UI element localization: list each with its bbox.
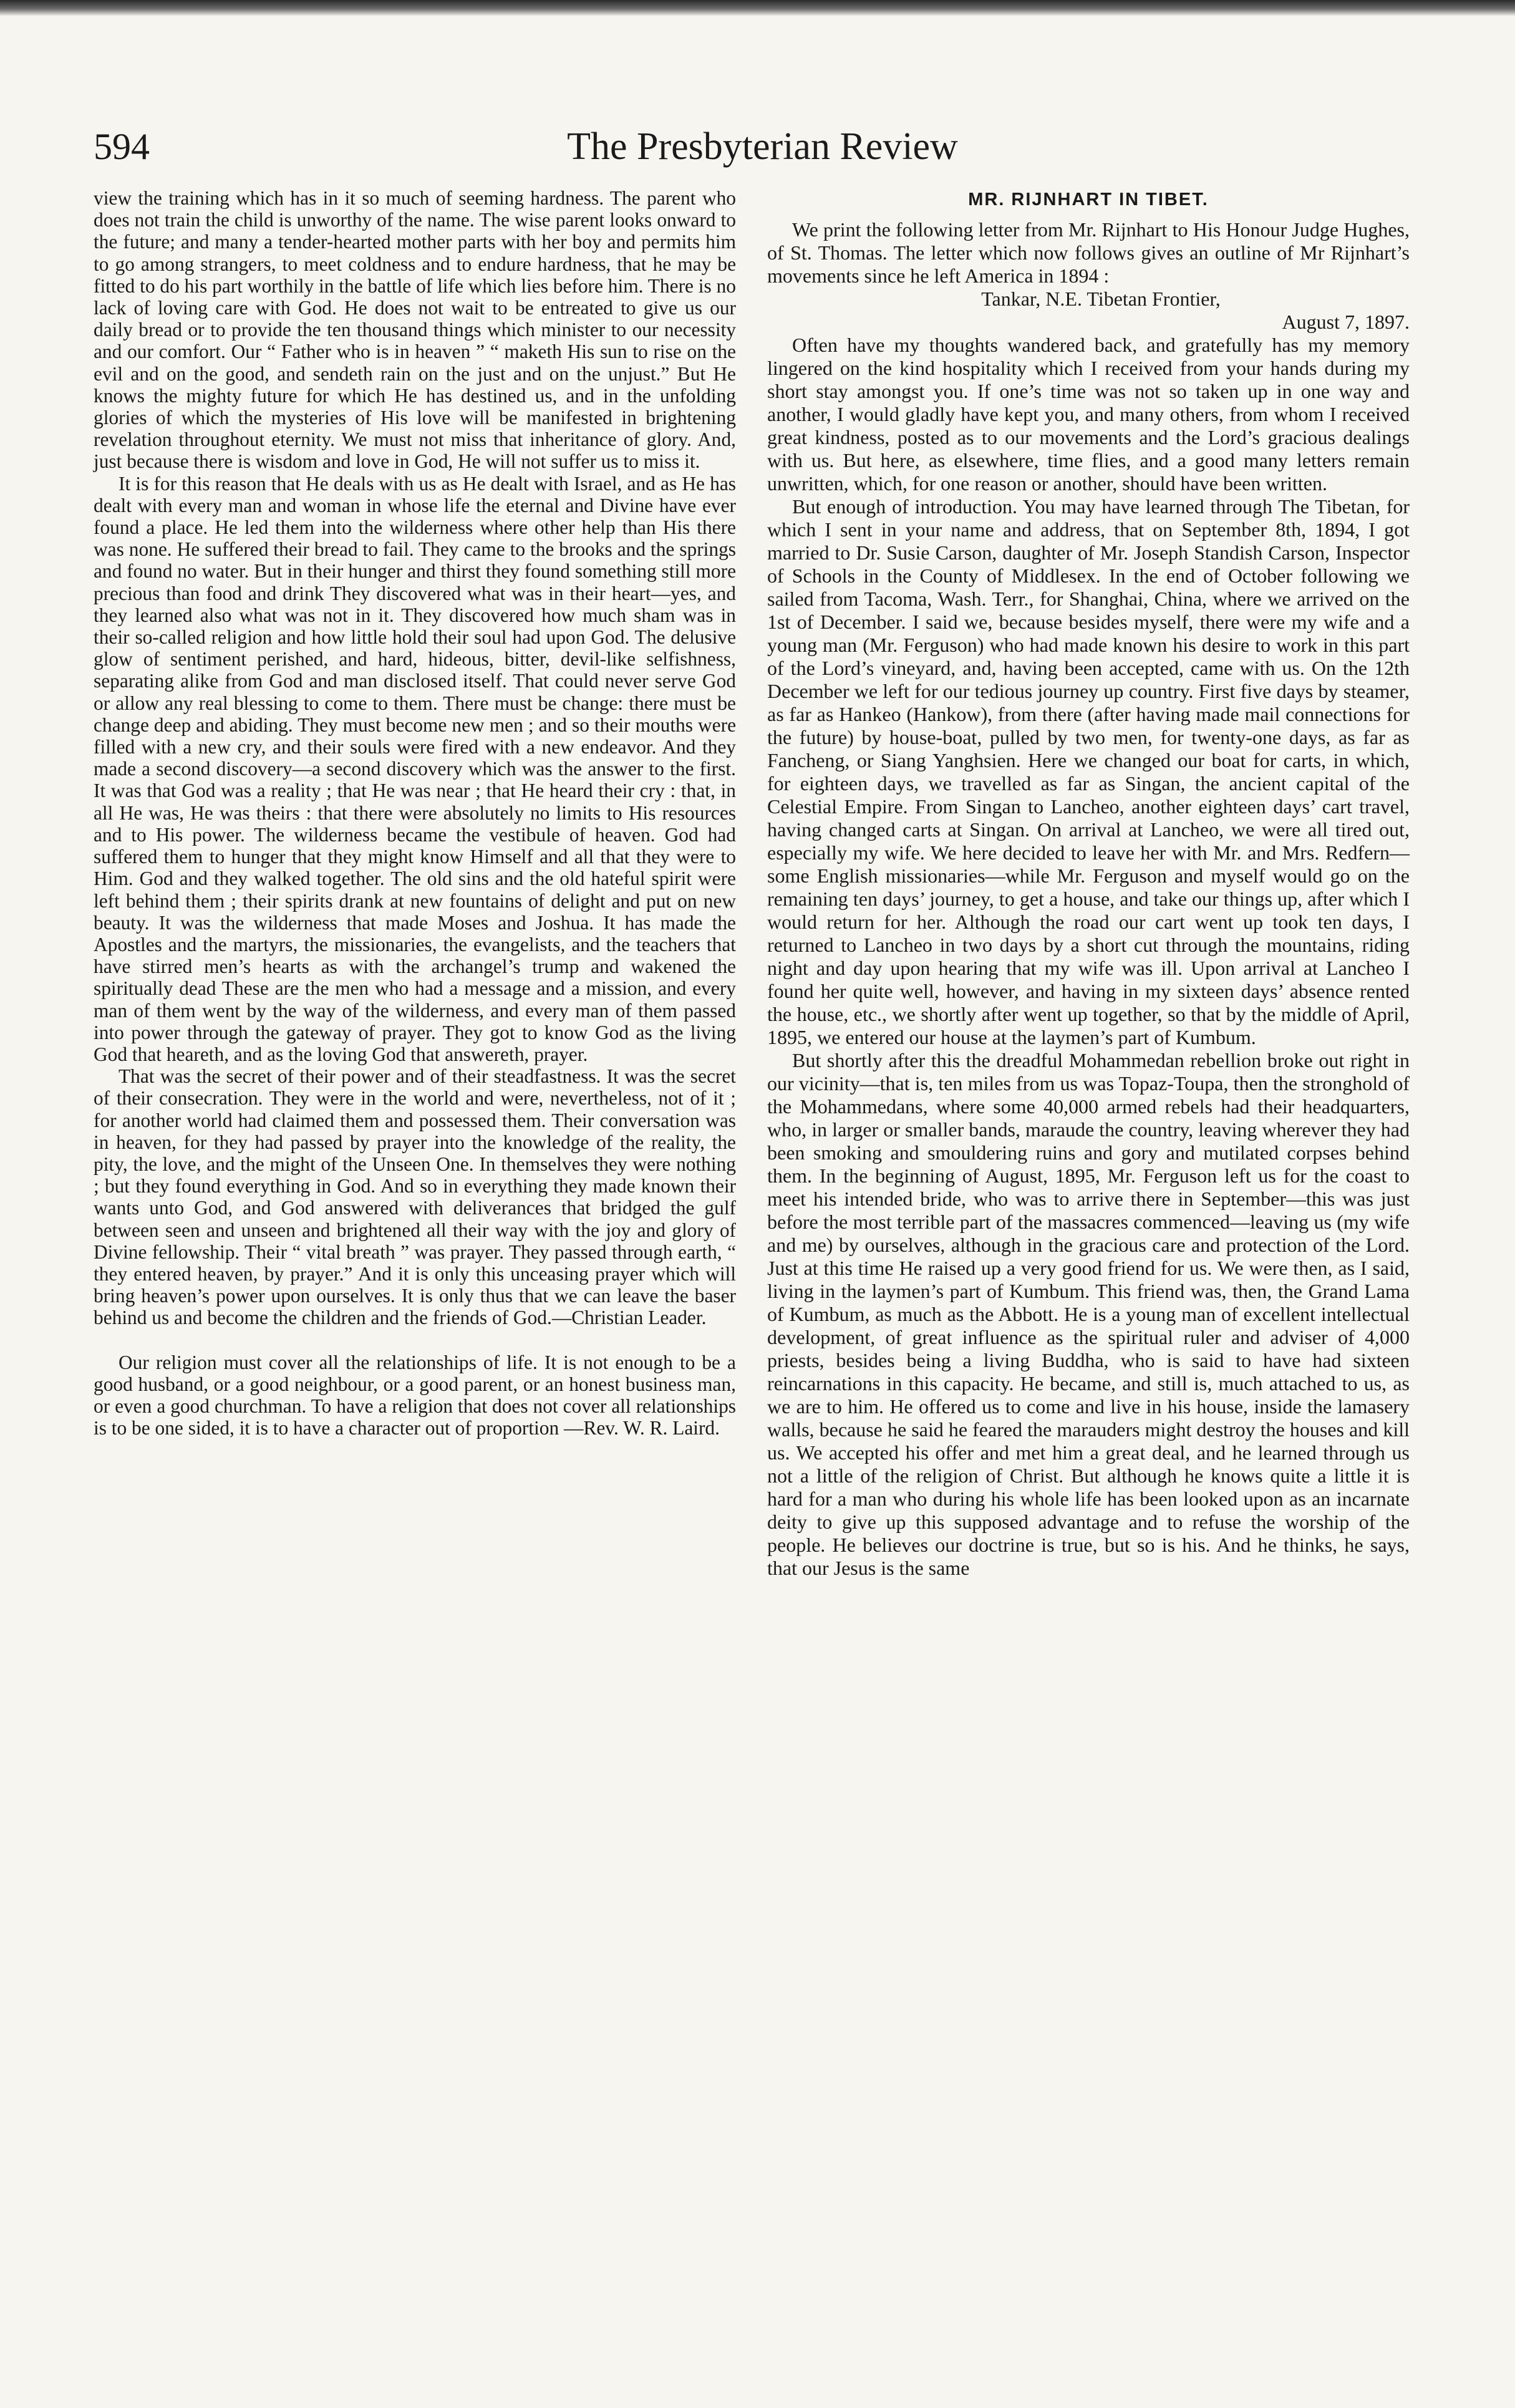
left-paragraph: That was the secret of their power and of their steadfastness. It was the secret of their consecration. They were in the world and were, nevertheless, not of it ; for another world had claimed them and possessed them. Their conversation was in heaven, for they had passed by prayer into the knowledge of the reality, the pity, the love, and the might of the Unseen One. In themselves they were nothing ; but they found everything in God. And so in everything they made known their wants unto God, and God answered with deliverances that bridged the gulf between seen and unseen and brightened all their way with the joy and glory of Divine fellowship. Their “ vital breath ” was prayer. They passed through earth, “ they entered heaven, by prayer.” And it is only this unceasing prayer which will bring heaven’s power upon ourselves. It is only thus that we can leave the baser behind us and become the children and the friends of God.—Christian Leader. (94, 1065, 736, 1329)
page-header (94, 125, 1431, 168)
left-paragraph: It is for this reason that He deals with us as He dealt with Israel, and as He has dealt with every man and woman in whose life the eternal and Divine have ever found a place. He led them into the wilderness where other help than His there was none. He suffered their bread to fail. They came to the brooks and the springs and found no water. But in their hunger and thirst they found something still more precious than food and drink They discovered what was in their heart—yes, and they learned also what was not in it. They discovered how much sham was in their so-called religion and how little hold their soul had upon God. The delusive glow of sentiment perished, and hard, hideous, bitter, devil-like selfishness, separating alike from God and man disclosed itself. That could never serve God or allow any real blessing to come to them. There must be change: there must be change deep and abiding. They must become new men ; and so their mouths were filled with a new cry, and their souls were fired with a new endeavor. And they made a second discovery—a second discovery which was the answer to the first. It was that God was a reality ; that He was near ; that He heard their cry : that, in all He was, He was theirs : that there were absolutely no limits to His resources and to His power. The wilderness became the vestibule of heaven. God had suffered them to hunger that they might know Himself and all that they were to Him. God and they walked together. The old sins and the old hateful spirit were left behind them ; their spirits drank at new fountains of delight and put on new beauty. It was the wilderness that made Moses and Joshua. It has made the Apostles and the martyrs, the missionaries, the evangelists, and the teachers that have stirred men’s hearts as with the archangel’s trump and wakened the spiritually dead These are the men who had a message and a mission, and every man of them went by the way of the wilderness, and every man of them passed into power through the gateway of prayer. They got to know God as the living God that heareth, and as the loving God that answereth, prayer. (94, 472, 736, 1065)
left-column (94, 187, 736, 1439)
page-number: 594 (94, 126, 150, 167)
right-column (767, 187, 1410, 1580)
letter-paragraph: Often have my thoughts wandered back, and gratefully has my memory lingered on the kind hospitality which I received from your hands during my short stay amongst you. If one’s time was not so taken up in one way and another, I would gladly have kept you, and many others, from whom I received great kindness, posted as to our movements and the Lord’s gracious dealings with us. But here, as elsewhere, time flies, and a good many letters remain unwritten, which, for one reason or another, should have been written. (767, 334, 1410, 495)
article-intro: We print the following letter from Mr. Rijnhart to His Honour Judge Hughes, of St. Thomas. The letter which now follows gives an outline of Mr Rijnhart’s movements since he left America in 1894 : (767, 218, 1410, 287)
left-paragraph: view the training which has in it so much of seeming hardness. The parent who does not train the child is unworthy of the name. The wise parent looks onward to the future; and many a tender-hearted mother parts with her boy and permits him to go among strangers, to meet coldness and to endure hardness, that he may be fitted to do his part worthily in the battle of life which lies before him. There is no lack of loving care with God. He does not wait to be entreated to give us our daily bread or to provide the ten thousand things which minister to our necessity and our comfort. Our “ Father who is in heaven ” “ maketh His sun to rise on the evil and on the good, and sendeth rain on the just and on the unjust.” But He knows the mighty future for which He has destined us, and in the unfolding glories of which the mysteries of His love will be manifested in brightening revelation throughout eternity. We must not miss that inheritance of glory. And, just because there is wisdom and love in God, He will not suffer us to miss it. (94, 187, 736, 473)
letter-address: Tankar, N.E. Tibetan Frontier, (981, 288, 1221, 310)
letter-paragraph: But enough of introduction. You may have learned through The Tibetan, for which I sent in your name and address, that on September 8th, 1894, I got married to Dr. Susie Carson, daughter of Mr. Joseph Standish Carson, Inspector of Schools in the County of Middlesex. In the end of October following we sailed from Tacoma, Wash. Terr., for Shanghai, China, where we arrived on the 1st of December. I said we, because besides myself, there were my wife and a young man (Mr. Ferguson) who had made known his desire to work in this part of the Lord’s vineyard, and, having been accepted, came with us. On the 12th December we left for our tedious journey up country. First five days by steamer, as far as Hankeo (Hankow), from there (after having made mail connections for the future) by house-boat, pulled by two men, for twenty-one days, as far as Fancheng, or Siang Yanghsien. Here we changed our boat for carts, in which, for eighteen days, we travelled as far as Singan, the ancient capital of the Celestial Empire. From Singan to Lancheo, another eighteen days’ cart travel, having changed carts at Singan. On arrival at Lancheo, we were all tired out, especially my wife. We here decided to leave her with Mr. and Mrs. Redfern—some English missionaries—while Mr. Ferguson and myself would go on the remaining ten days’ journey, to get a house, and take our things up, after which I would return for her. Although the road our cart went up took ten days, I returned to Lancheo in two days by a short cut through the mountains, riding night and day upon hearing that my wife was ill. Upon arrival at Lancheo I found her quite well, however, and having in my sixteen days’ absence rented the house, etc., we shortly after went up together, so that by the middle of April, 1895, we entered our house at the laymen’s part of Kumbum. (767, 495, 1410, 1048)
letter-paragraph: But shortly after this the dreadful Mohammedan rebellion broke out right in our vicinity—that is, ten miles from us was Topaz-Toupa, then the stronghold of the Mohammedans, where some 40,000 armed rebels had their headquarters, who, in larger or smaller bands, maraude the country, leaving wherever they had been smoking and smouldering ruins and gory and mutilated corpses behind them. In the beginning of August, 1895, Mr. Ferguson left us for the coast to meet his intended bride, who was to arrive there in September—this was just before the most terrible part of the massacres commenced—leaving us (my wife and me) by ourselves, although in the gracious care and protection of the Lord. Just at this time He raised up a very good friend for us. We were then, as I said, living in the laymen’s part of Kumbum. This friend was, then, the Grand Lama of Kumbum, as much as the Abbott. He is a young man of excellent intellectual development, of great influence as the spiritual ruler and adviser of 4,000 priests, besides being a living Buddha, who is said to have had sixteen reincarnations in this capacity. He became, and still is, much attached to us, as we are to him. He offered us to come and live in his house, inside the lamasery walls, because he said he feared the marauders might destroy the houses and kill us. We accepted his offer and met him a great deal, and he learned through us not a little of the religion of Christ. But although he knows quite a little it is hard for a man who during his whole life has been looked upon as an incarnate deity to give up this supposed advantage and to refuse the worship of the people. He believes our doctrine is true, but so is his. And he thinks, he says, that our Jesus is the same (767, 1049, 1410, 1579)
page-top-edge (0, 0, 1515, 16)
article-title: MR. RIJNHART IN TIBET. (968, 190, 1209, 210)
letter-date: August 7, 1897. (1282, 311, 1410, 333)
closing-paragraph: Our religion must cover all the relationships of life. It is not enough to be a good husband, or a good neighbour, or a good parent, or an honest business man, or even a good churchman. To have a religion that does not cover all relationships is to be one sided, it is to have a character out of proportion —Rev. W. R. Laird. (94, 1351, 736, 1439)
running-head: The Presbyterian Review (567, 125, 958, 168)
